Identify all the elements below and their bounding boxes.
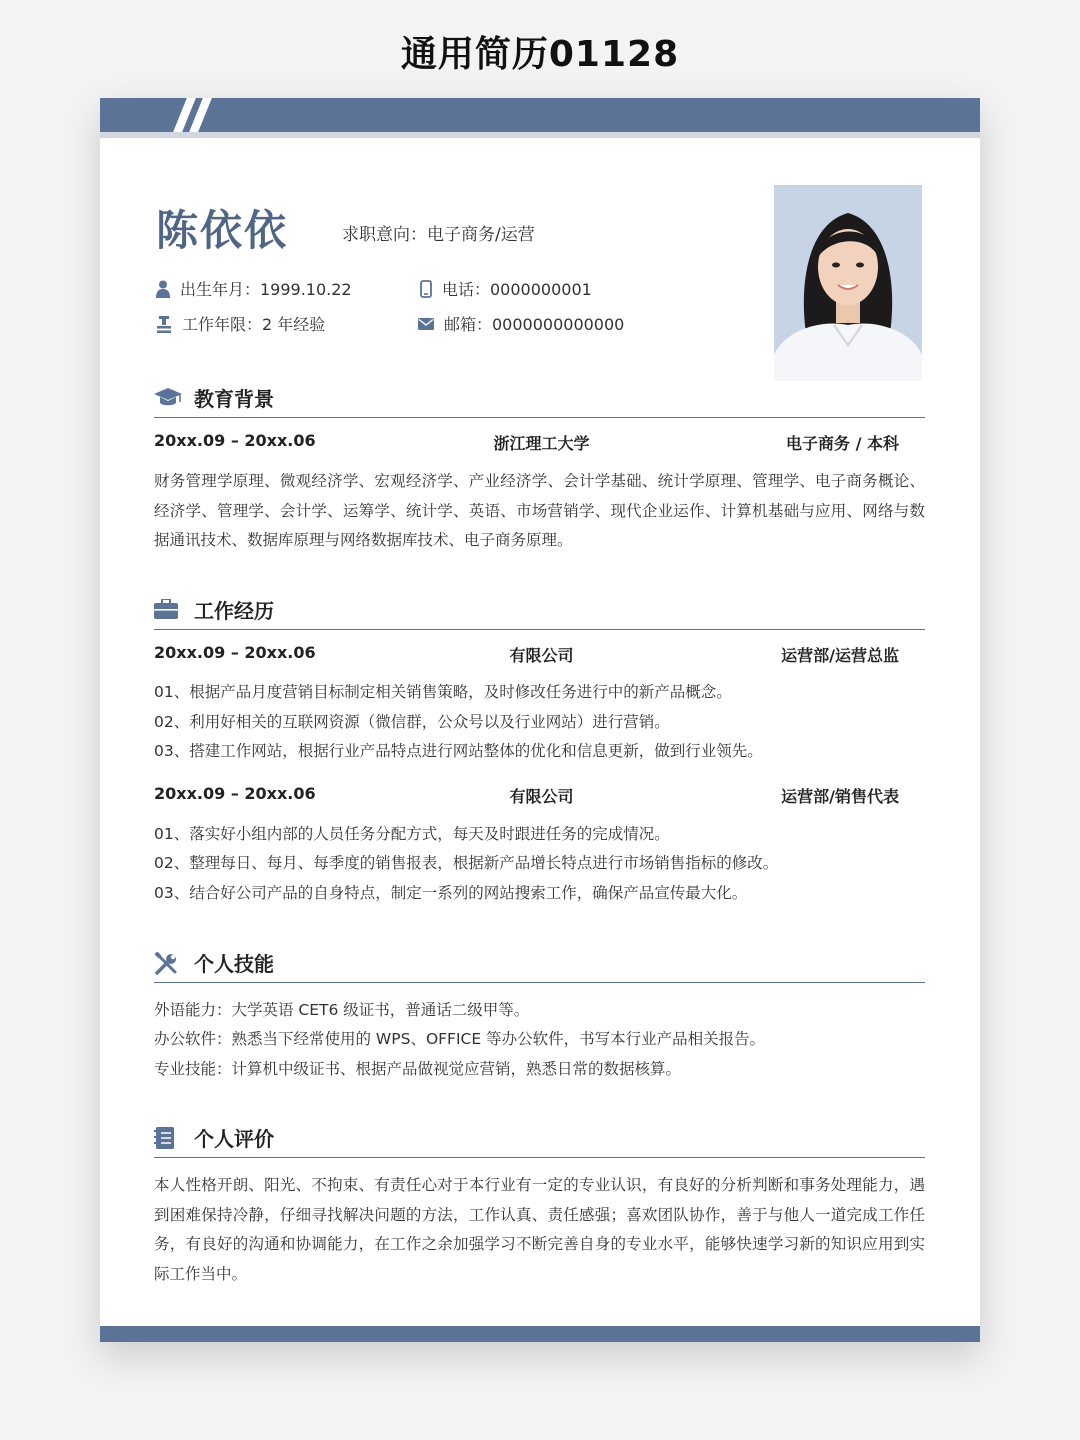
evaluation-text: 本人性格开朗、阳光、不拘束、有责任心对于本行业有一定的专业认识，有良好的分析判断和事务处理能力，遇到困难保持冷静，仔细寻找解决问题的方法，工作认真、责任感强；喜欢团队协作，善于与他人一道完成工作任务，有良好的沟通和协调能力，在工作之余加强学习不断完善自身的专业水平，能够快速学习新的知识应用到实际工作当中。: [154, 1176, 925, 1283]
education-row: [154, 431, 925, 455]
email-info: [418, 312, 624, 335]
profile-photo: [774, 185, 922, 381]
work-period: 20xx.09 – 20xx.06: [154, 643, 316, 662]
education-courses: 财务管理学原理、微观经济学、宏观经济学、产业经济学、会计学基础、统计学原理、管理学、电子商务概论、经济学、管理学、会计学、运筹学、统计学、英语、市场营销学、现代企业运作、计算机基础与应用、网络与数据通讯技术、数据库原理与网络数据库技术、电子商务原理。: [154, 472, 925, 549]
work-duty: 02、整理每日、每月、每季度的销售报表，根据新产品增长特点进行市场销售指标的修改。: [154, 854, 779, 872]
page-title: 通用简历01128: [400, 34, 680, 75]
work-duty: 02、利用好相关的互联网资源（微信群，公众号以及行业网站）进行营销。: [154, 713, 670, 731]
graduation-cap-icon: [154, 387, 182, 409]
work-company: 有限公司: [509, 787, 574, 806]
section-title: 教育背景: [194, 387, 274, 411]
education-major: 电子商务 / 本科: [786, 434, 899, 453]
notebook-icon: [154, 1127, 174, 1149]
section-title: 个人评价: [194, 1127, 274, 1151]
candidate-name: 陈依依: [156, 206, 289, 255]
skill-item: 专业技能：计算机中级证书、根据产品做视觉应营销，熟悉日常的数据核算。: [154, 1060, 682, 1078]
email-text: 邮箱：0000000000000: [444, 315, 625, 334]
briefcase-icon: [154, 599, 178, 619]
section-work: [154, 595, 925, 630]
work-company: 有限公司: [509, 646, 574, 665]
section-skills: [154, 948, 925, 983]
tools-icon: [154, 952, 178, 976]
work-duty: 03、结合好公司产品的自身特点，制定一系列的网站搜索工作，确保产品宣传最大化。: [154, 884, 748, 902]
work-duty: 03、搭建工作网站，根据行业产品特点进行网站整体的优化和信息更新，做到行业领先。: [154, 742, 763, 760]
skill-item: 办公软件：熟悉当下经常使用的 WPS、OFFICE 等办公软件，书写本行业产品相关报告。: [154, 1030, 766, 1048]
work-row: [154, 784, 925, 808]
bottom-footer-bar: [100, 1326, 980, 1342]
job-intent: 求职意向：电子商务/运营: [342, 225, 535, 245]
phone-info: [420, 277, 592, 300]
portrait-image: [774, 185, 922, 381]
work-duty: 01、落实好小组内部的人员任务分配方式，每天及时跟进任务的完成情况。: [154, 825, 670, 843]
experience-text: 工作年限：2 年经验: [182, 315, 326, 334]
experience-info: [156, 312, 325, 335]
header-shadow-strip: [100, 132, 980, 138]
section-evaluation: [154, 1123, 925, 1158]
work-period: 20xx.09 – 20xx.06: [154, 784, 316, 803]
phone-text: 电话：0000000001: [442, 280, 592, 299]
work-role: 运营部/运营总监: [781, 646, 899, 665]
mail-icon: [418, 318, 434, 330]
birth-info: [156, 277, 352, 300]
education-period: 20xx.09 – 20xx.06: [154, 431, 316, 450]
education-school: 浙江理工大学: [493, 434, 590, 453]
hammer-icon: [156, 315, 172, 333]
work-role: 运营部/销售代表: [781, 787, 899, 806]
birth-text: 出生年月：1999.10.22: [180, 280, 352, 299]
work-row: [154, 643, 925, 667]
section-title: 个人技能: [194, 952, 274, 976]
phone-icon: [420, 280, 432, 298]
work-duty: 01、根据产品月度营销目标制定相关销售策略，及时修改任务进行中的新产品概念。: [154, 683, 732, 701]
resume-sheet: [100, 98, 980, 1342]
person-icon: [156, 280, 170, 298]
section-title: 工作经历: [194, 599, 274, 623]
top-header-bar: [100, 98, 980, 132]
section-education: [154, 383, 925, 418]
skill-item: 外语能力：大学英语 CET6 级证书，普通话二级甲等。: [154, 1001, 530, 1019]
